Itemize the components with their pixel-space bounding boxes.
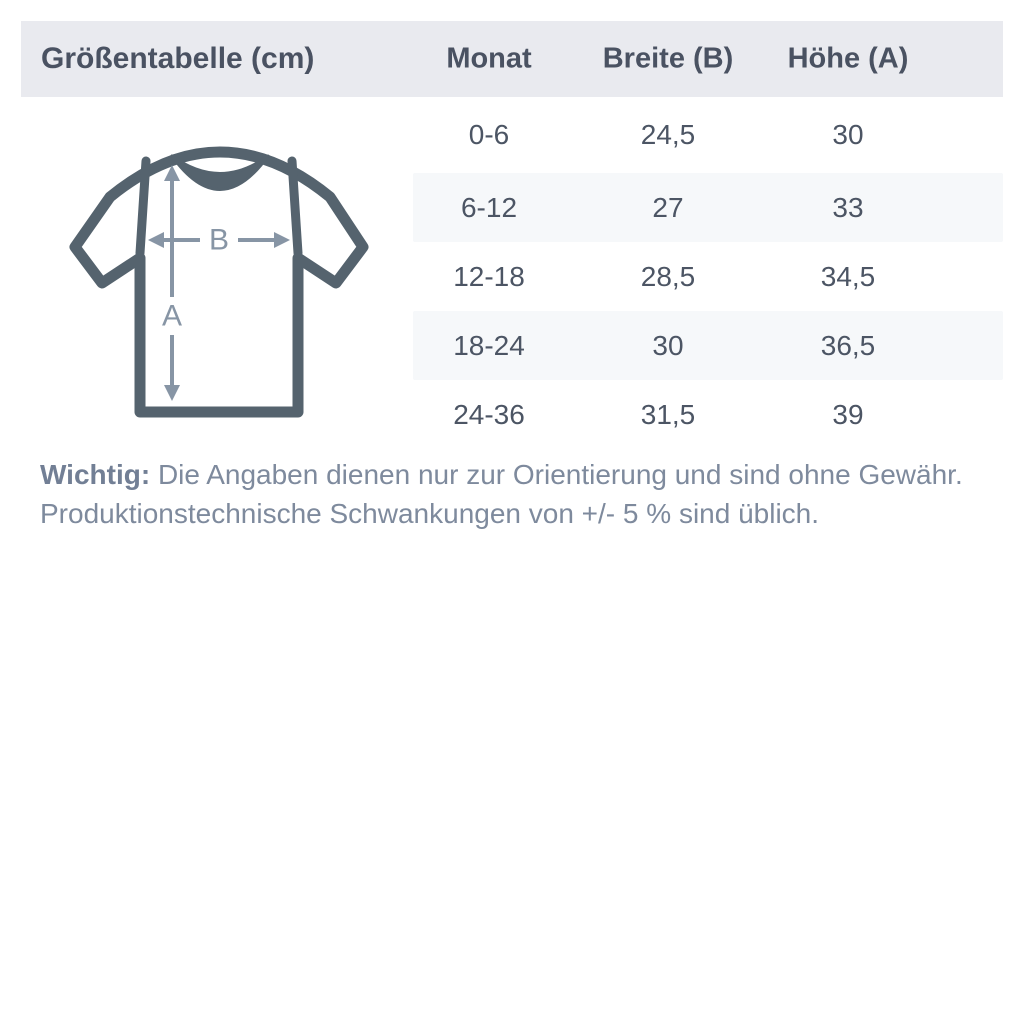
height-label: A [161,299,183,333]
table-row [413,97,1003,173]
column-header-monat: Monat [446,42,532,75]
note-line2: Produktionstechnische Schwankungen von +/- 5 % sind üblich. [40,498,820,529]
right-sleeve-seam [292,161,298,253]
cell-breite: 24,5 [640,119,696,150]
table-row [413,311,1003,380]
table-row [413,380,1003,449]
table-row [413,242,1003,311]
width-label: B [208,223,230,257]
cell-monat: 6-12 [460,191,518,223]
disclaimer-note [40,455,990,533]
cell-hoehe: 30 [832,119,864,150]
cell-hoehe: 33 [832,191,864,223]
cell-breite: 31,5 [640,398,696,430]
column-header-breite: Breite (B) [602,42,734,75]
cell-monat: 12-18 [453,260,525,292]
cell-hoehe: 34,5 [820,260,876,292]
page-title: Größentabelle (cm) [41,42,315,75]
cell-hoehe: 39 [832,398,864,430]
cell-monat: 18-24 [453,329,525,361]
table-row [413,173,1003,242]
cell-breite: 28,5 [640,260,696,292]
left-sleeve-seam [140,161,146,253]
tshirt-outline [75,152,363,412]
table-header-row [21,21,1003,97]
note-label: Wichtig: [40,459,151,490]
tshirt-measurement-diagram [60,135,370,425]
cell-breite: 30 [652,329,684,361]
size-table [413,97,1003,449]
cell-breite: 27 [652,191,684,223]
cell-monat: 0-6 [468,119,510,150]
cell-hoehe: 36,5 [820,329,876,361]
column-header-hoehe: Höhe (A) [787,42,909,75]
note-line1: Die Angaben dienen nur zur Orientierung und sind ohne Gewähr. [157,459,963,490]
cell-monat: 24-36 [453,398,525,430]
